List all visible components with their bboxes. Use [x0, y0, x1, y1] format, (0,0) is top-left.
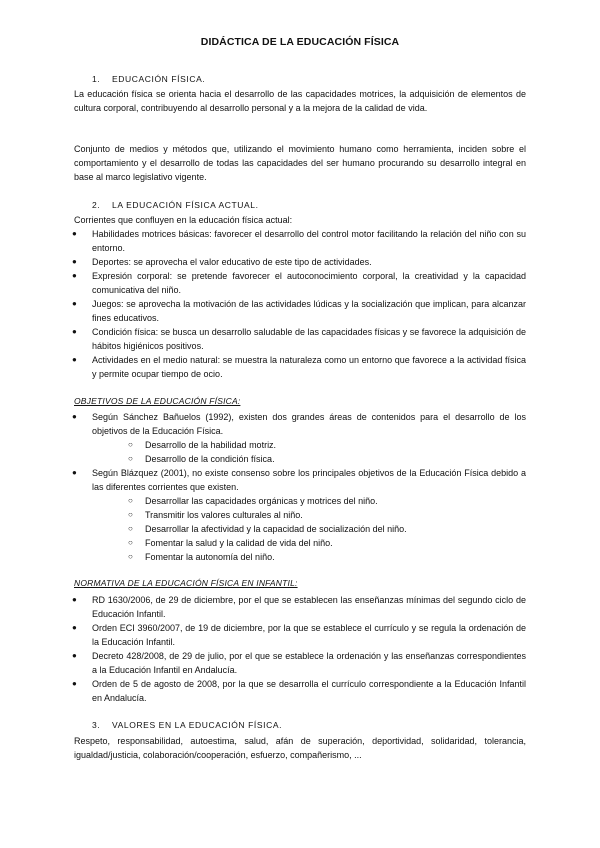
bullet-icon: ●	[72, 679, 77, 688]
list-item: ● Orden ECI 3960/2007, de 19 de diciembre, por la que se establece el currículo y se regula la ordenación de la Educación Infantil.	[72, 623, 526, 648]
bullet-icon: ●	[72, 595, 77, 604]
bullet-icon: ●	[72, 355, 77, 364]
section-number: 1.	[92, 74, 101, 84]
section-title: VALORES EN LA EDUCACIÓN FÍSICA.	[112, 720, 283, 730]
page-title: DIDÁCTICA DE LA EDUCACIÓN FÍSICA	[200, 36, 400, 48]
sub-list-item: ○ Desarrollar la afectividad y la capacidad de socialización del niño.	[128, 524, 407, 534]
bullet-icon: ●	[72, 623, 77, 632]
list-item: ● Actividades en el medio natural: se muestra la naturaleza como un entorno que favorece a la actividad física y permite ocupar tiempo de ocio.	[72, 355, 526, 380]
sub-list-item: ○ Fomentar la salud y la calidad de vida del niño.	[128, 538, 333, 548]
normativa-heading: NORMATIVA DE LA EDUCACIÓN FÍSICA EN INFANTIL:	[74, 578, 298, 588]
paragraph-definition-1: La educación física se orienta hacia el desarrollo de las capacidades motrices, la adquisición de elementos de cultura corporal, contribuyendo al desarrollo personal y a la mejora de la calidad de vida.	[74, 89, 526, 114]
bullet-icon: ●	[72, 271, 77, 280]
sub-list-item: ○ Desarrollar las capacidades orgánicas y motrices del niño.	[128, 496, 378, 506]
bullet-icon: ●	[72, 468, 77, 477]
bullet-icon: ●	[72, 651, 77, 660]
objetivos-heading: OBJETIVOS DE LA EDUCACIÓN FÍSICA:	[74, 396, 241, 406]
bullet-icon: ●	[72, 299, 77, 308]
section-number: 2.	[92, 200, 101, 210]
circle-bullet-icon: ○	[128, 496, 133, 505]
section-title: EDUCACIÓN FÍSICA.	[112, 74, 206, 84]
list-item: ● RD 1630/2006, de 29 de diciembre, por el que se establecen las enseñanzas mínimas del segundo ciclo de Educación Infantil.	[72, 595, 526, 620]
sub-list-item: ○ Transmitir los valores culturales al niño.	[128, 510, 303, 520]
circle-bullet-icon: ○	[128, 440, 133, 449]
list-item: ● Expresión corporal: se pretende favorecer el autoconocimiento corporal, la creatividad y la capacidad comunicativa del niño.	[72, 271, 526, 296]
sub-list-item: ○ Fomentar la autonomía del niño.	[128, 552, 275, 562]
circle-bullet-icon: ○	[128, 524, 133, 533]
circle-bullet-icon: ○	[128, 552, 133, 561]
section-1-heading	[92, 74, 205, 84]
section-3-heading	[92, 720, 282, 730]
circle-bullet-icon: ○	[128, 510, 133, 519]
section-2-heading	[92, 200, 259, 210]
section-number: 3.	[92, 720, 101, 730]
section-title: LA EDUCACIÓN FÍSICA ACTUAL.	[112, 200, 259, 210]
list-item: ● Condición física: se busca un desarrollo saludable de las capacidades físicas y se favorece la adquisición de hábitos higiénicos positivos.	[72, 327, 526, 352]
list-item: ● Habilidades motrices básicas: favorecer el desarrollo del control motor facilitando la relación del niño con su entorno.	[72, 229, 526, 254]
list-item: ● Según Blázquez (2001), no existe consenso sobre los principales objetivos de la Educación Física debido a las diferentes corrientes que existen.	[72, 468, 526, 493]
sub-list-item: ○ Desarrollo de la condición física.	[128, 454, 275, 464]
list-item: ● Decreto 428/2008, de 29 de julio, por el que se establece la ordenación y las enseñanzas correspondientes a la Educación Infantil en Andalucía.	[72, 651, 526, 676]
bullet-icon: ●	[72, 327, 77, 336]
bullet-icon: ●	[72, 229, 77, 238]
list-item: ● Juegos: se aprovecha la motivación de las actividades lúdicas y la socialización que implican, para alcanzar fines educativos.	[72, 299, 526, 324]
list-item: ● Deportes: se aprovecha el valor educativo de este tipo de actividades.	[92, 255, 526, 269]
valores-paragraph: Respeto, responsabilidad, autoestima, salud, afán de superación, deportividad, solidaridad, tolerancia, igualdad/justicia, colaboración/cooperación, esfuerzo, compañerismo, ...	[74, 736, 526, 761]
sub-list-item: ○ Desarrollo de la habilidad motriz.	[128, 440, 277, 450]
circle-bullet-icon: ○	[128, 454, 133, 463]
circle-bullet-icon: ○	[128, 538, 133, 547]
list-item: ● Orden de 5 de agosto de 2008, por la que se desarrolla el currículo correspondiente a la Educación Infantil en Andalucía.	[72, 679, 526, 704]
bullet-icon: ●	[72, 257, 77, 266]
corrientes-intro: Corrientes que confluyen en la educación física actual:	[74, 215, 293, 225]
paragraph-definition-2: Conjunto de medios y métodos que, utilizando el movimiento humano como herramienta, inciden sobre el comportamiento y el desarrollo de todas las capacidades del ser humano procurando su desarrollo integral en base al marco legislativo vigente.	[74, 144, 526, 183]
list-item: ● Según Sánchez Bañuelos (1992), existen dos grandes áreas de contenidos para el desarrollo de los objetivos de la Educación Física.	[72, 412, 526, 437]
bullet-icon: ●	[72, 412, 77, 421]
